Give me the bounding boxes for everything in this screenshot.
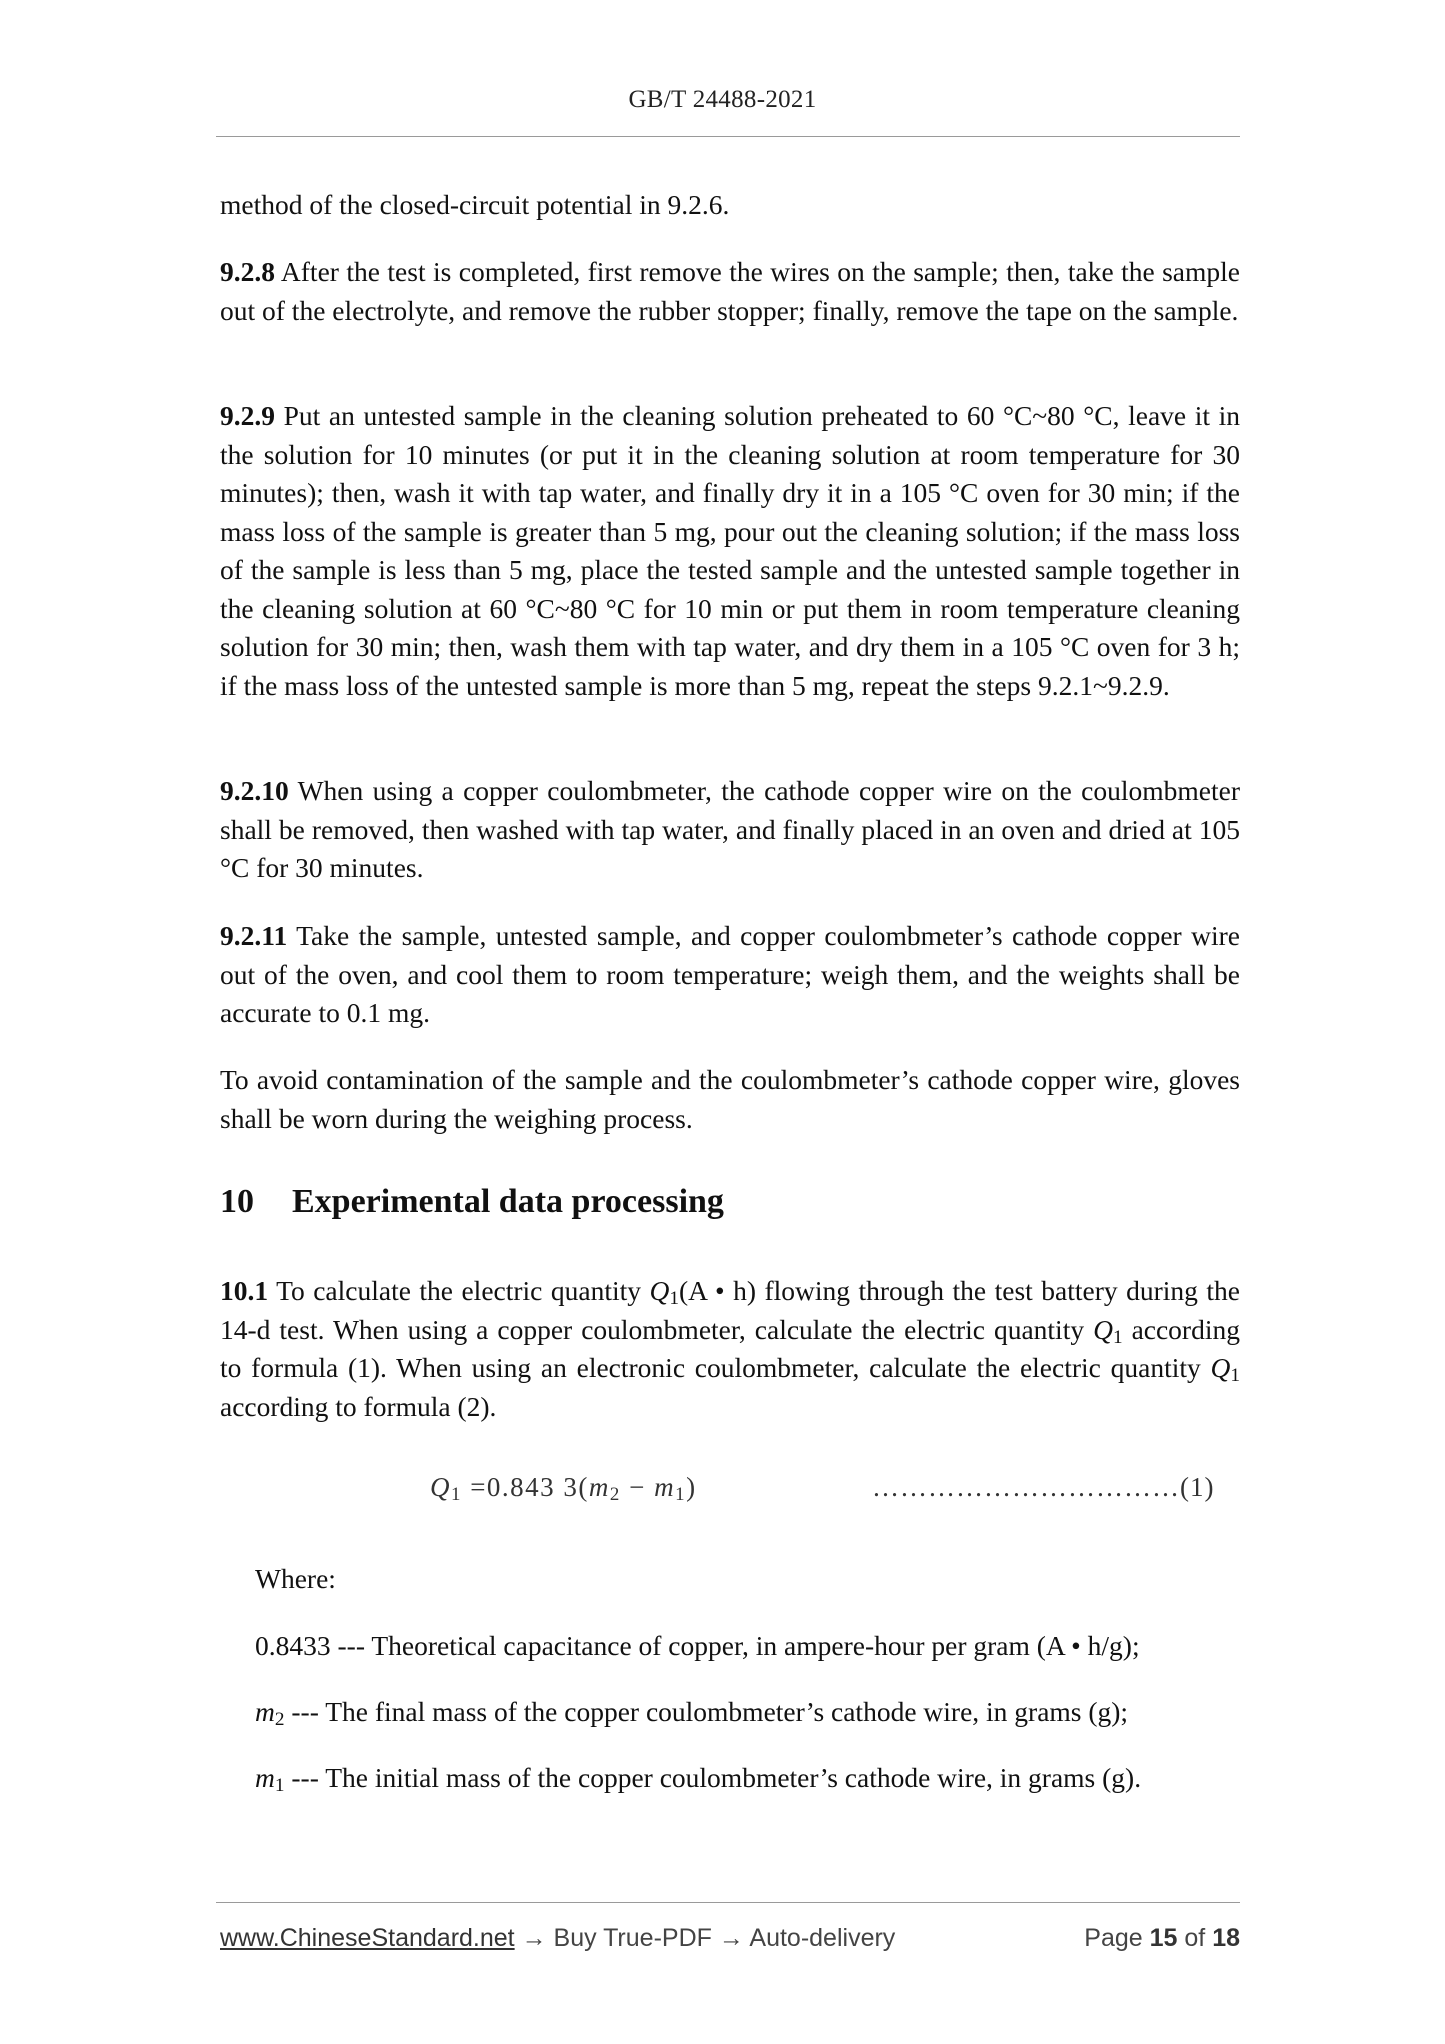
clause-9-2-9	[220, 397, 1240, 705]
clause-text: (A • h) flowing through the test battery during the 14-d test. When using a copper coulombmeter, calculate the electric quantity	[220, 1275, 1240, 1345]
variable-m: m	[255, 1696, 275, 1727]
formula-subscript: 1	[675, 1484, 687, 1505]
page-word: Page	[1084, 1924, 1143, 1952]
clause-text: according to formula (2).	[220, 1390, 497, 1422]
subscript: 2	[274, 1709, 285, 1730]
paragraph-text: method of the closed-circuit potential in 9.2.6.	[220, 189, 730, 220]
paragraph-continuation	[220, 186, 1240, 225]
section-number: 10	[220, 1183, 254, 1220]
variable-q: Q	[1210, 1352, 1231, 1383]
paragraph-text: To avoid contamination of the sample and the coulombmeter’s cathode copper wire, gloves shall be worn during the weighing process.	[220, 1064, 1240, 1134]
variable-q: Q	[1093, 1313, 1113, 1345]
clause-text: When using a copper coulombmeter, the cathode copper wire on the coulombmeter shall be removed, then washed with tap water, and finally placed in an oven and dried at 105 °C for 30 minutes.	[220, 775, 1240, 883]
subscript: 1	[1230, 1365, 1240, 1386]
clause-text: To calculate the electric quantity	[268, 1275, 650, 1306]
definition-m2	[255, 1693, 1128, 1731]
definition-constant: 0.8433 --- Theoretical capacitance of copper, in ampere-hour per gram (A • h/g);	[255, 1630, 1140, 1661]
header-standard-code: GB/T 24488-2021	[628, 86, 817, 113]
clause-10-1	[220, 1272, 1240, 1426]
footer-promo	[220, 1924, 895, 1953]
clause-number: 10.1	[220, 1275, 269, 1306]
where-label: Where:	[255, 1563, 336, 1594]
footer-divider	[216, 1902, 1240, 1903]
clause-text: After the test is completed, first remove the wires on the sample; then, take the sample out of the electrolyte, and remove the rubber stopper; finally, remove the tape on the sample.	[220, 256, 1240, 326]
clause-number: 9.2.9	[220, 400, 275, 431]
section-heading	[220, 1180, 724, 1224]
clause-9-2-11	[220, 917, 1240, 1033]
definition-text: --- The final mass of the copper coulombmeter’s cathode wire, in grams (g);	[284, 1696, 1129, 1727]
clause-number: 9.2.11	[220, 920, 288, 951]
formula-variable: m	[588, 1472, 610, 1502]
page-indicator	[1084, 1924, 1240, 1953]
subscript: 1	[669, 1288, 679, 1309]
formula-number: ……………………………(1)	[872, 1472, 1215, 1502]
formula-variable: m	[654, 1472, 676, 1502]
section-title: Experimental data processing	[292, 1183, 724, 1220]
definition-text: --- The initial mass of the copper coulombmeter’s cathode wire, in grams (g).	[284, 1762, 1142, 1793]
header-divider	[216, 136, 1240, 137]
clause-number: 9.2.10	[220, 775, 289, 806]
formula-subscript: 2	[609, 1484, 621, 1505]
definition-m1	[255, 1759, 1141, 1797]
formula-constant: =0.843 3(	[461, 1472, 589, 1502]
clause-text: Take the sample, untested sample, and copper coulombmeter’s cathode copper wire out of the oven, and cool them to room temperature; weigh them, and the weights shall be accurate to 0.1 mg.	[220, 920, 1240, 1028]
formula-paren: )	[686, 1472, 697, 1502]
clause-text: Put an untested sample in the cleaning solution preheated to 60 °C~80 °C, leave it in the solution for 10 minutes (or put it in the cleaning solution at room temperature for 30 minutes); then, wash it with tap water, and finally dry it in a 105 °C oven for 30 min; if the mass loss of the sample is greater than 5 mg, pour out the cleaning solution; if the mass loss of the sample is less than 5 mg, place the tested sample and the untested sample together in the cleaning solution at 60 °C~80 °C for 10 min or put them in room temperature cleaning solution for 30 min; then, wash them with tap water, and dry them in a 105 °C oven for 3 h; if the mass loss of the untested sample is more than 5 mg, repeat the steps 9.2.1~9.2.9.	[220, 400, 1240, 701]
formula-variable: Q	[430, 1472, 451, 1502]
variable-q: Q	[649, 1275, 670, 1306]
formula-1	[430, 1472, 697, 1503]
total-pages-number: 18	[1212, 1924, 1240, 1952]
clause-9-2-10	[220, 772, 1240, 888]
clause-text: according to formula (1). When using an electronic coulombmeter, calculate the electric quantity	[220, 1313, 1240, 1383]
clause-number: 9.2.8	[220, 256, 275, 287]
formula-subscript: 1	[451, 1484, 462, 1505]
clause-9-2-8	[220, 253, 1240, 330]
of-word: of	[1184, 1924, 1206, 1952]
subscript: 1	[274, 1775, 285, 1796]
website-link[interactable]: www.ChineseStandard.net	[220, 1924, 515, 1952]
formula-operator: −	[620, 1472, 655, 1502]
subscript: 1	[1112, 1326, 1123, 1348]
paragraph-gloves-note	[220, 1061, 1240, 1138]
current-page-number: 15	[1149, 1924, 1178, 1952]
variable-m: m	[255, 1762, 275, 1793]
footer-promo-text: → Buy True-PDF → Auto-delivery	[514, 1924, 896, 1952]
